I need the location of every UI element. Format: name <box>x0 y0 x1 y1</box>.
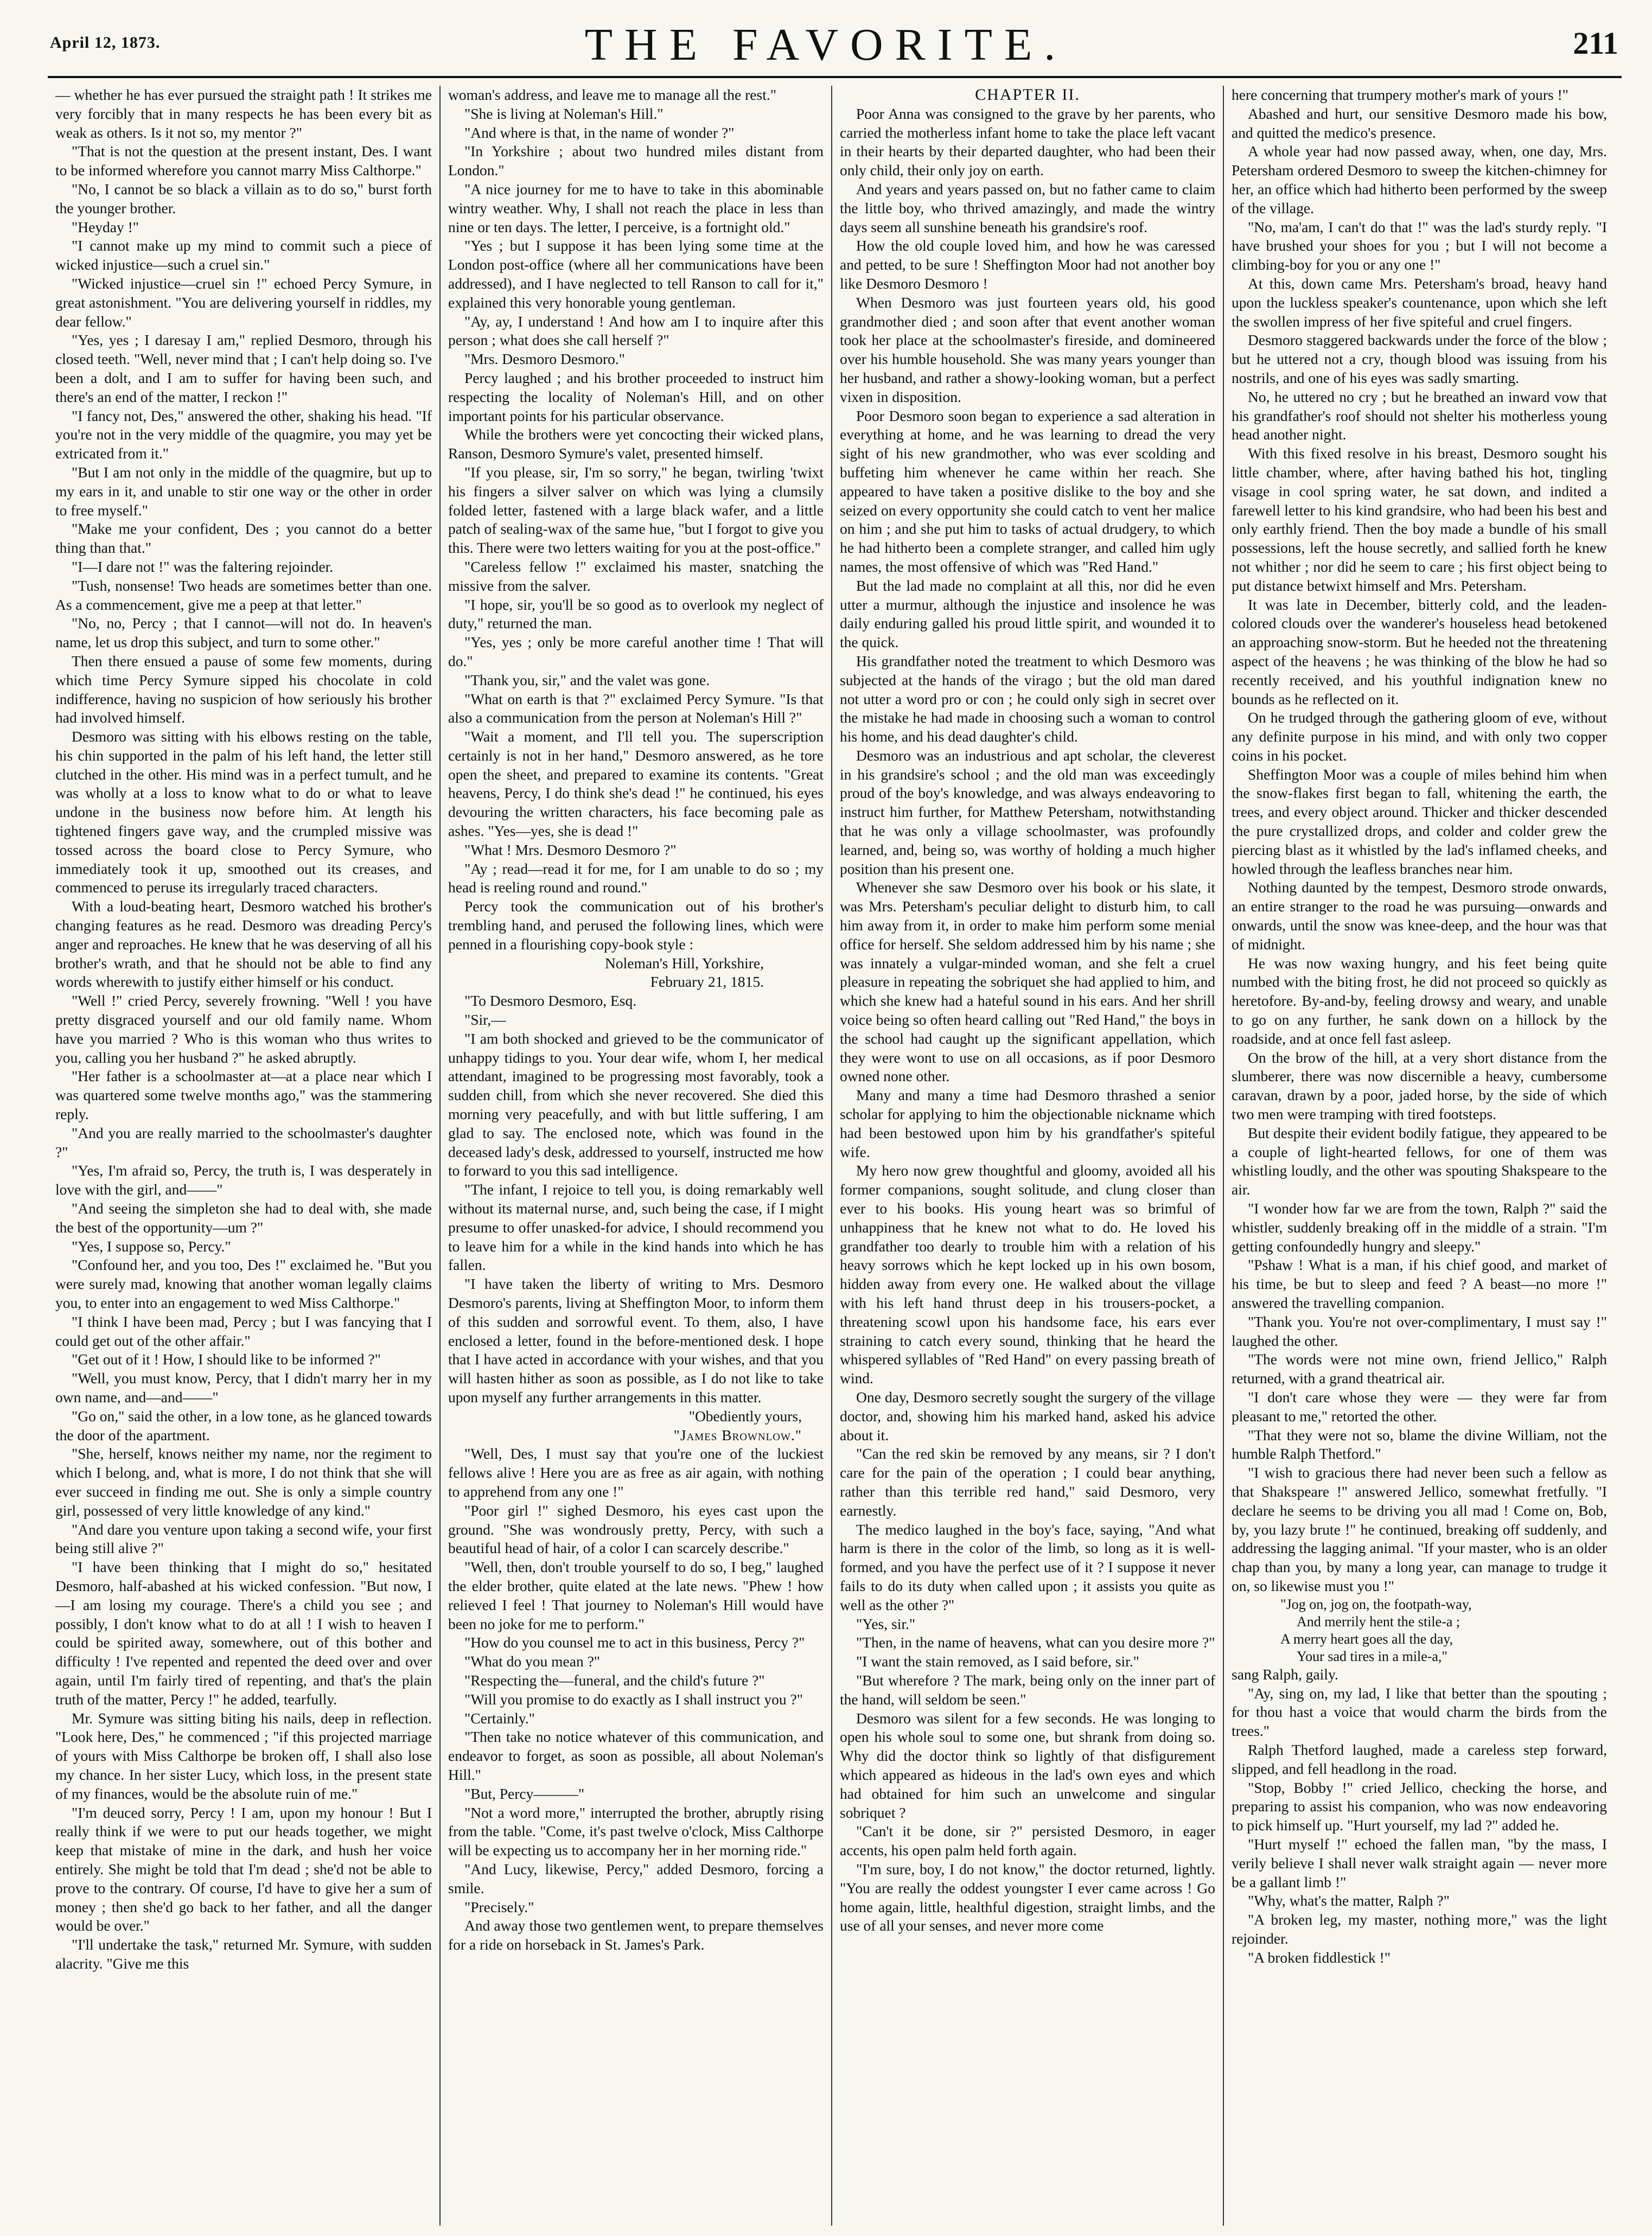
letter-closing: "Obediently yours, <box>688 1407 802 1424</box>
column-4 <box>1223 86 1615 2226</box>
paragraph: "Certainly." <box>464 1709 535 1727</box>
paragraph: "Ay ; read—read it for me, for I am unable to do so ; my head is reeling round and round." <box>448 860 824 896</box>
paragraph: Percy laughed ; and his brother proceeded to instruct him respecting the locality of Noleman's Hill, and on other important points for his particular observance. <box>448 369 824 424</box>
paragraph: "Precisely." <box>464 1898 534 1915</box>
paragraph: "How do you counsel me to act in this business, Percy ?" <box>464 1634 805 1651</box>
paragraph: "Then take no notice whatever of this communication, and endeavor to forget, as soon as possible, all about Noleman's Hill." <box>448 1728 824 1783</box>
paragraph: "Yes, yes ; I daresay I am," replied Desmoro, through his closed teeth. "Well, never mind that ; I can't help doing so. I've been a dolt, and I am to suffer for having been such, and there's an end of the matter, I reckon !" <box>55 331 432 405</box>
paragraph: "No, ma'am, I can't do that !" was the lad's sturdy reply. "I have brushed your shoes for you ; but I will not become a climbing-boy for you or any one !" <box>1232 218 1607 273</box>
paragraph: "Thank you. You're not over-complimentary, I must say !" laughed the other. <box>1232 1313 1607 1349</box>
paragraph: "Mrs. Desmoro Desmoro." <box>464 350 625 368</box>
paragraph: "What do you mean ?" <box>464 1653 601 1670</box>
paragraph: No, he uttered no cry ; but he breathed an inward vow that his grandfather's roof should not shelter his motherless young head another night. <box>1232 388 1607 443</box>
paragraph: "What ! Mrs. Desmoro Desmoro ?" <box>464 841 677 858</box>
paragraph: "And where is that, in the name of wonder ?" <box>464 124 735 141</box>
paragraph: "But wherefore ? The mark, being only on the inner part of the hand, will seldom be seen." <box>840 1671 1215 1708</box>
paragraph: "Poor girl !" sighed Desmoro, his eyes cast upon the ground. "She was wondrously pretty, Percy, with such a beautiful head of hair, of a color I can scarcely describe." <box>448 1502 824 1557</box>
paragraph: At this, down came Mrs. Petersham's broad, heavy hand upon the luckless speaker's countenance, upon which she left the swollen impress of her five spiteful and cruel fingers. <box>1232 274 1607 330</box>
paragraph: While the brothers were yet concocting their wicked plans, Ranson, Desmoro Symure's valet, presented himself. <box>448 426 824 462</box>
paragraph: Whenever she saw Desmoro over his book or his slate, it was Mrs. Petersham's peculiar delight to disturb him, to call him away from it, in order to make him perform some menial office for herself. She seldom addressed him by his name ; she was innately a vulgar-minded woman, and she felt a cruel pleasure in repeating the sobriquet she had applied to him, and which she knew had a hateful sound in his ears. And her shrill voice being so often heard calling out "Red Hand," the boys in the school had caught up the significant appellation, which they were wont to use on all occasions, as if poor Desmoro owned none other. <box>840 879 1215 1085</box>
paragraph: "I fancy not, Des," answered the other, shaking his head. "If you're not in the very middle of the quagmire, you may yet be extricated from it." <box>55 407 432 462</box>
paragraph: "Hurt myself !" echoed the fallen man, "by the mass, I verily believe I shall never walk straight again — never more be a gallant limb !" <box>1232 1835 1607 1890</box>
paragraph: "A broken fiddlestick !" <box>1248 1948 1391 1966</box>
verse-line: A merry heart goes all the day, <box>1280 1631 1453 1647</box>
paragraph: "Can the red skin be removed by any means, sir ? I don't care for the pain of the operation ; I could bear anything, rather than this terrible red hand," said Desmoro, very earnestly. <box>840 1445 1215 1519</box>
paragraph: "A broken leg, my master, nothing more," was the light rejoinder. <box>1232 1911 1607 1947</box>
verse-line: Your sad tires in a mile-a," <box>1297 1648 1448 1664</box>
paragraph: Poor Anna was consigned to the grave by her parents, who carried the motherless infant home to take the place left vacant in their hearts by their departed daughter, who had been their only child, their only joy on earth. <box>840 105 1215 179</box>
paragraph: Then there ensued a pause of some few moments, during which time Percy Symure sipped his chocolate in cold indifference, having no suspicion of how seriously his brother had involved himself. <box>55 652 432 726</box>
letter-place: Noleman's Hill, Yorkshire, <box>605 954 764 972</box>
paragraph: "Her father is a schoolmaster at—at a place near which I was quartered some twelve months ago," was the stammering reply. <box>55 1068 432 1123</box>
paragraph: "Pshaw ! What is a man, if his chief good, and market of his time, be but to sleep and feed ? A beast—no more !" answered the travelling companion. <box>1232 1256 1607 1311</box>
paragraph: Ralph Thetford laughed, made a careless step forward, slipped, and fell headlong in the road. <box>1232 1741 1607 1777</box>
paragraph: And away those two gentlemen went, to prepare themselves for a ride on horseback in St. James's Park. <box>448 1917 824 1953</box>
masthead <box>0 0 1652 79</box>
paragraph: Poor Desmoro soon began to experience a sad alteration in everything at home, and he was learning to dread the very sight of his new grandmother, who was ever scolding and buffeting him whenever he came within her reach. She appeared to have taken a positive dislike to the boy and she seized on every opportunity she could catch to vent her malice on him ; and she put him to tasks of actual drudgery, to which he had hitherto been a complete stranger, and called him ugly names, the most offensive of which was "Red Hand." <box>840 407 1215 575</box>
paragraph: here concerning that trumpery mother's mark of yours !" <box>1232 86 1568 103</box>
paragraph: "Yes, I suppose so, Percy." <box>72 1237 231 1255</box>
paragraph: "I—I dare not !" was the faltering rejoinder. <box>72 558 334 575</box>
paragraph: Desmoro was silent for a few seconds. He was longing to open his whole soul to some one, but shrank from doing so. Why did the doctor think so lightly of that disfigurement which appeared as hideous in the lad's own eyes and which had obtained for him such an unwelcome and singular sobriquet ? <box>840 1709 1215 1821</box>
paragraph: "Yes, I'm afraid so, Percy, the truth is, I was desperately in love with the girl, and——" <box>55 1162 432 1198</box>
paragraph: "Confound her, and you too, Des !" exclaimed he. "But you were surely mad, knowing that another woman legally claims you, to enter into an engagement to wed Miss Calthorpe." <box>55 1256 432 1311</box>
paragraph: "Well, Des, I must say that you're one of the luckiest fellows alive ! Here you are as free as air again, with nothing to apprehend from any one !" <box>448 1445 824 1500</box>
paragraph: "Well, you must know, Percy, that I didn't marry her in my own name, and—and——" <box>55 1370 432 1406</box>
paragraph: "But I am not only in the middle of the quagmire, but up to my ears in it, and unable to stir one way or the other in order to free myself." <box>55 463 432 519</box>
paragraph: With this fixed resolve in his breast, Desmoro sought his little chamber, where, after having bathed his hot, tingling visage in cool spring water, he sat down, and indited a farewell letter to his kind grandsire, who had been his best and only earthly friend. Then the boy made a bundle of his small possessions, left the house secretly, and sallied forth he knew not whither ; nor did he seem to care ; his first object being to put distance betwixt himself and Mrs. Petersham. <box>1232 445 1607 594</box>
letter-signature: "James Brownlow." <box>673 1426 802 1443</box>
paragraph: "Not a word more," interrupted the brother, abruptly rising from the table. "Come, it's past twelve o'clock, Miss Calthorpe will be expecting us to accompany her in her morning ride." <box>448 1804 824 1859</box>
paragraph: "Why, what's the matter, Ralph ?" <box>1248 1892 1450 1909</box>
paragraph: woman's address, and leave me to manage all the rest." <box>448 86 776 103</box>
column-2 <box>439 86 831 2226</box>
paragraph: "If you please, sir, I'm so sorry," he began, twirling 'twixt his fingers a silver salver on which was lying a clumsily folded letter, fastened with a large black wafer, and a little patch of sealing-wax of the same hue, "but I forgot to give you this. There were two letters waiting for you at the post-office." <box>448 463 824 557</box>
paragraph: "I'll undertake the task," returned Mr. Symure, with sudden alacrity. "Give me this <box>55 1936 432 1972</box>
paragraph: Percy took the communication out of his brother's trembling hand, and perused the following lines, which were penned in a flourishing copy-book style : <box>448 898 824 953</box>
paragraph: "Get out of it ! How, I should like to be informed ?" <box>72 1351 381 1368</box>
paragraph: "Yes, sir." <box>856 1615 916 1632</box>
letter-paragraph: "I have taken the liberty of writing to Mrs. Desmoro Desmoro's parents, living at Sheffington Moor, to inform them of this sudden and sorrowful event. To them, also, I have enclosed a letter, found in the before-mentioned desk. I hope that I have acted in accordance with your wishes, and that you will hasten hither as soon as possible, as I do not like to take upon myself any further arrangements in this matter. <box>448 1275 824 1406</box>
paragraph: Mr. Symure was sitting biting his nails, deep in reflection. "Look here, Des," he commenced ; "if this projected marriage of yours with Miss Calthorpe be broken off, I shall also lose my chance. In her sister Lucy, which loss, in the present state of my finances, would be the absolute ruin of me." <box>55 1709 432 1802</box>
paragraph: sang Ralph, gaily. <box>1232 1665 1338 1683</box>
paragraph: "Well !" cried Percy, severely frowning. "Well ! you have pretty disgraced yourself and our old family name. Whom have you married ? Who is this woman who thus writes to you, calling you her husband ?" he asked abruptly. <box>55 992 432 1066</box>
paragraph: "That is not the question at the present instant, Des. I want to be informed wherefore you cannot marry Miss Calthorpe." <box>55 143 432 179</box>
paragraph: But the lad made no complaint at all this, nor did he even utter a murmur, although the injustice and insolence he was daily enduring galled his proud little spirit, and wounded it to the quick. <box>840 577 1215 651</box>
paragraph: Desmoro was sitting with his elbows resting on the table, his chin supported in the palm of his left hand, the letter still clutched in the other. His mind was in a perfect tumult, and he was wholly at a loss to know what to do or what to leave undone in the business now before him. At length his tightened fingers gave way, and the crumpled missive was tossed across the board close to Percy Symure, who immediately took it up, smoothed out its creases, and commenced to peruse its irregularly traced characters. <box>55 728 432 896</box>
paragraph: "I cannot make up my mind to commit such a piece of wicked injustice—such a cruel sin." <box>55 237 432 273</box>
column-1 <box>48 86 439 2226</box>
paragraph: "No, no, Percy ; that I cannot—will not do. In heaven's name, let us drop this subject, and turn to some other." <box>55 615 432 651</box>
verse-line: And merrily hent the stile-a ; <box>1297 1613 1460 1630</box>
paragraph: "I wish to gracious there had never been such a fellow as that Shakspeare !" answered Jellico, somewhat fretfully. "I declare he seems to be driving you all mad ! Come on, Bob, by, you lazy brute !" he continued, breaking off suddenly, and addressing the lagging animal. "If your master, who is an older chap than you, by many a long year, can manage to trudge it on, so likewise must you !" <box>1232 1464 1607 1594</box>
paragraph: "Ay, sing on, my lad, I like that better than the spouting ; for thou hast a voice that would charm the birds from the trees." <box>1232 1684 1607 1740</box>
paragraph: "And seeing the simpleton she had to deal with, she made the best of the opportunity—um ?" <box>55 1200 432 1236</box>
paragraph: "Stop, Bobby !" cried Jellico, checking the horse, and preparing to assist his companion, who was now endeavoring to pick himself up. "Hurt yourself, my lad ?" added he. <box>1232 1779 1607 1834</box>
paragraph: — whether he has ever pursued the straight path ! It strikes me very forcibly that in many respects he has been every bit as weak as others. Is it not so, my mentor ?" <box>55 86 432 141</box>
paragraph: "Yes ; but I suppose it has been lying some time at the London post-office (where all her communications have been addressed), and I have neglected to tell Ranson to call for it," explained this very honorable young gentleman. <box>448 237 824 311</box>
paragraph: "Heyday !" <box>72 218 139 235</box>
paragraph: "Respecting the—funeral, and the child's future ?" <box>464 1671 765 1689</box>
paragraph: Desmoro staggered backwards under the force of the blow ; but he uttered not a cry, though blood was issuing from his nostrils, and one of his eyes was sadly smarting. <box>1232 331 1607 386</box>
paragraph: "And Lucy, likewise, Percy," added Desmoro, forcing a smile. <box>448 1860 824 1896</box>
paragraph: "Wait a moment, and I'll tell you. The superscription certainly is not in her hand," Desmoro answered, as he tore open the sheet, and prepared to examine its contents. "Great heavens, Percy, I do think she's dead !" he continued, his eyes devouring the written characters, his face becoming pale as ashes. "Yes—yes, she is dead !" <box>448 728 824 840</box>
paragraph: And years and years passed on, but no father came to claim the little boy, who thrived amazingly, and made the wintry days seem all sunshine beneath his grandsire's roof. <box>840 180 1215 235</box>
page-number: 211 <box>1573 25 1618 61</box>
paragraph: "Well, then, don't trouble yourself to do so, I beg," laughed the elder brother, quite elated at the late news. "Phew ! how relieved I feel ! That journey to Noleman's Hill would have been no joke for me to perform." <box>448 1558 824 1632</box>
paragraph: "In Yorkshire ; about two hundred miles distant from London." <box>448 143 824 179</box>
paragraph: "I have been thinking that I might do so," hesitated Desmoro, half-abashed at his wicked confession. "But now, I—I am losing my courage. There's a child you see ; and possibly, I don't know what to do at all ! I wish to heaven I could be spirited away, somewhere, out of this bother and difficulty ! I've repented and repented the deed over and over again, until I'm fairly tired of repenting, and that's the plain truth of the matter, Percy !" he added, tearfully. <box>55 1558 432 1708</box>
paragraph: "Careless fellow !" exclaimed his master, snatching the missive from the salver. <box>448 558 824 594</box>
paragraph: "Then, in the name of heavens, what can you desire more ?" <box>856 1634 1215 1651</box>
paragraph: "Tush, nonsense! Two heads are sometimes better than one. As a commencement, give me a peep at that letter." <box>55 577 432 613</box>
chapter-heading: CHAPTER II. <box>975 86 1080 104</box>
issue-date: April 12, 1873. <box>50 34 161 52</box>
paragraph: The medico laughed in the boy's face, saying, "And what harm is there in the color of the limb, so long as it is well-formed, and you have the perfect use of it ? I suppose it never fails to do its duty when called upon ; it assists you quite as well as the other ?" <box>840 1521 1215 1613</box>
paragraph: How the old couple loved him, and how he was caressed and petted, to be sure ! Sheffington Moor had not another boy like Desmoro Desmoro ! <box>840 237 1215 292</box>
paragraph: Many and many a time had Desmoro thrashed a senior scholar for applying to him the objectionable nickname which had been bestowed upon him by his grandfather's spiteful wife. <box>840 1087 1215 1160</box>
newspaper-title: THE FAVORITE. <box>584 20 1068 70</box>
paragraph: Desmoro was an industrious and apt scholar, the cleverest in his grandsire's school ; and the old man was exceedingly proud of the boy's knowledge, and was always endeavoring to instruct him further, for Matthew Petersham, notwithstanding that he was only a village schoolmaster, was profoundly learned, and, being so, was worthy of holding a much higher position than his present one. <box>840 746 1215 877</box>
letter-date: February 21, 1815. <box>650 973 764 991</box>
paragraph: "What on earth is that ?" exclaimed Percy Symure. "Is that also a communication from the person at Noleman's Hill ?" <box>448 690 824 726</box>
paragraph: On the brow of the hill, at a very short distance from the slumberer, there was now discernible a heavy, cumbersome caravan, drawn by a poor, jaded horse, by the side of which two men were tramping with tired footsteps. <box>1232 1049 1607 1123</box>
paragraph: "I think I have been mad, Percy ; but I was fancying that I could get out of the other affair." <box>55 1313 432 1349</box>
verse-line: "Jog on, jog on, the footpath-way, <box>1280 1596 1472 1612</box>
paragraph: "Ay, ay, I understand ! And how am I to inquire after this person ; what does she call herself ?" <box>448 312 824 349</box>
paragraph: My hero now grew thoughtful and gloomy, avoided all his former companions, sought solitude, and clung closer than ever to his books. His young heart was so brimful of unhappiness that he knew not what to do. He loved his grandfather too dearly to trouble him with a relation of his heavy sorrows which he kept locked up in his own bosom, hidden away from every one. He walked about the village with his left hand thrust deep in his trousers-pocket, a threatening scowl upon his handsome face, his ears ever straining to catch every sound, thinking that he heard the whispered syllables of "Red Hand" on every passing breath of wind. <box>840 1162 1215 1387</box>
letter-paragraph: "I am both shocked and grieved to be the communicator of unhappy tidings to you. Your dear wife, whom I, her medical attendant, imagined to be progressing most favorably, took a sudden chill, from which she never recovered. She died this morning very peacefully, and with but little suffering, I am glad to say. The enclosed note, which was found in the deceased lady's desk, addressed to yourself, instructed me how to forward to you this sad intelligence. <box>448 1030 824 1179</box>
paragraph: "I'm deuced sorry, Percy ! I am, upon my honour ! But I really think if we were to put our heads together, we might keep that mistake of mine in the dark, and hush her voice entirely. She might be told that I'm dead ; she'd not be able to prove to the contrary. Of course, I'd have to give her a sum of money ; then she'd go back to her father, and all the danger would be over." <box>55 1804 432 1934</box>
paragraph: Sheffington Moor was a couple of miles behind him when the snow-flakes first began to fall, whitening the earth, the trees, and every object around. Thicker and thicker descended the pure crystallized drops, and colder and colder grew the piercing blast as it whistled by the lad's inflamed cheeks, and howled through the leafless branches near him. <box>1232 765 1607 877</box>
paragraph: "She is living at Noleman's Hill." <box>464 105 664 122</box>
paragraph: "Thank you, sir," and the valet was gone. <box>464 671 710 688</box>
paragraph: It was late in December, bitterly cold, and the leaden-colored clouds over the wanderer's houseless head betokened an approaching snow-storm. But he heeded not the threatening aspect of the heavens ; he was thinking of the blow he had so recently received, and his youthful indignation knew no bounds as he reflected on it. <box>1232 596 1607 707</box>
paragraph: "I don't care whose they were — they were far from pleasant to me," retorted the other. <box>1232 1388 1607 1424</box>
paragraph: "She, herself, knows neither my name, nor the regiment to which I belong, and, what is more, I do not think that she will ever succeed in finding me out. She is only a simple country girl, possessed of very little knowledge of any kind." <box>55 1445 432 1519</box>
paragraph: His grandfather noted the treatment to which Desmoro was subjected at the hands of the virago ; but the old man dared not utter a word pro or con ; he could only sigh in secret over the mistake he had made in choosing such a woman to control his home, and his dead daughter's child. <box>840 652 1215 745</box>
paragraph: "That they were not so, blame the divine William, not the humble Ralph Thetford." <box>1232 1426 1607 1462</box>
text-columns <box>48 86 1621 2226</box>
letter-salutation: "Sir,— <box>464 1011 506 1028</box>
paragraph: "I wonder how far we are from the town, Ralph ?" said the whistler, suddenly breaking off in the middle of a strain. "I'm getting confoundedly hungry and sleepy." <box>1232 1200 1607 1255</box>
paragraph: Abashed and hurt, our sensitive Desmoro made his bow, and quitted the medico's presence. <box>1232 105 1607 141</box>
column-3 <box>831 86 1223 2226</box>
paragraph: A whole year had now passed away, when, one day, Mrs. Petersham ordered Desmoro to sweep the kitchen-chimney for her, an office which had hitherto been performed by the sweep of the village. <box>1232 143 1607 216</box>
paragraph: But despite their evident bodily fatigue, they appeared to be a couple of light-hearted fellows, for one of them was whistling loudly, and the other was spouting Shakspeare to the air. <box>1232 1124 1607 1198</box>
paragraph: "No, I cannot be so black a villain as to do so," burst forth the younger brother. <box>55 180 432 216</box>
letter-paragraph: "The infant, I rejoice to tell you, is doing remarkably well without its maternal nurse, and, such being the case, if I might presume to offer unasked-for advice, I should recommend you to leave him for a while in the kind hands into which he has fallen. <box>448 1181 824 1274</box>
paragraph: Nothing daunted by the tempest, Desmoro strode onwards, an entire stranger to the road he was pursuing—onwards and onwards, until the snow was knee-deep, and the hour was that of midnight. <box>1232 879 1607 953</box>
paragraph: "And you are really married to the schoolmaster's daughter ?" <box>55 1124 432 1160</box>
masthead-rule <box>48 76 1622 78</box>
paragraph: "The words were not mine own, friend Jellico," Ralph returned, with a grand theatrical air. <box>1232 1351 1607 1387</box>
paragraph: "I'm sure, boy, I do not know," the doctor returned, lightly. "You are really the oddest youngster I ever came across ! Go home again, little, healthful digestion, straight limbs, and the use of all your senses, and never more come <box>840 1860 1215 1934</box>
paragraph: One day, Desmoro secretly sought the surgery of the village doctor, and, showing him his marked hand, asked his advice about it. <box>840 1388 1215 1443</box>
paragraph: "I hope, sir, you'll be so good as to overlook my neglect of duty," returned the man. <box>448 596 824 632</box>
paragraph: "A nice journey for me to have to take in this abominable wintry weather. Why, I shall not reach the place in less than nine or ten days. The letter, I perceive, is a fortnight old." <box>448 180 824 235</box>
paragraph: On he trudged through the gathering gloom of eve, without any definite purpose in his mind, and with only two copper coins in his pocket. <box>1232 709 1607 764</box>
paragraph: "Go on," said the other, in a low tone, as he glanced towards the door of the apartment. <box>55 1407 432 1443</box>
paragraph: "Can't it be done, sir ?" persisted Desmoro, in eager accents, his open palm held forth again. <box>840 1823 1215 1859</box>
paragraph: "And dare you venture upon taking a second wife, your first being still alive ?" <box>55 1521 432 1557</box>
paragraph: "Yes, yes ; only be more careful another time ! That will do." <box>448 634 824 669</box>
paragraph: "But, Percy———" <box>464 1785 585 1802</box>
letter-addressee: "To Desmoro Desmoro, Esq. <box>464 992 637 1010</box>
paragraph: "Will you promise to do exactly as I shall instruct you ?" <box>464 1690 803 1708</box>
paragraph: "I want the stain removed, as I said before, sir." <box>856 1653 1139 1670</box>
paragraph: "Wicked injustice—cruel sin !" echoed Percy Symure, in great astonishment. "You are delivering yourself in riddles, my dear fellow." <box>55 274 432 330</box>
paragraph: He was now waxing hungry, and his feet being quite numbed with the biting frost, he did not proceed so quickly as heretofore. By-and-by, feeling drowsy and weary, and unable to go on any further, he sank down on a hillock by the roadside, and at once fell fast asleep. <box>1232 954 1607 1047</box>
paragraph: When Desmoro was just fourteen years old, his good grandmother died ; and soon after that event another woman took her place at the schoolmaster's fireside, and domineered over his humble household. She was many years younger than her husband, and rather a showy-looking woman, but a perfect vixen in disposition. <box>840 293 1215 405</box>
paragraph: "Make me your confident, Des ; you cannot do a better thing than that." <box>55 520 432 557</box>
paragraph: With a loud-beating heart, Desmoro watched his brother's changing features as he read. Desmoro was dreading Percy's anger and reproaches. He knew that he was deserving of all his brother's wrath, and that he should not be able to find any words wherewith to justify either himself or his conduct. <box>55 898 432 991</box>
